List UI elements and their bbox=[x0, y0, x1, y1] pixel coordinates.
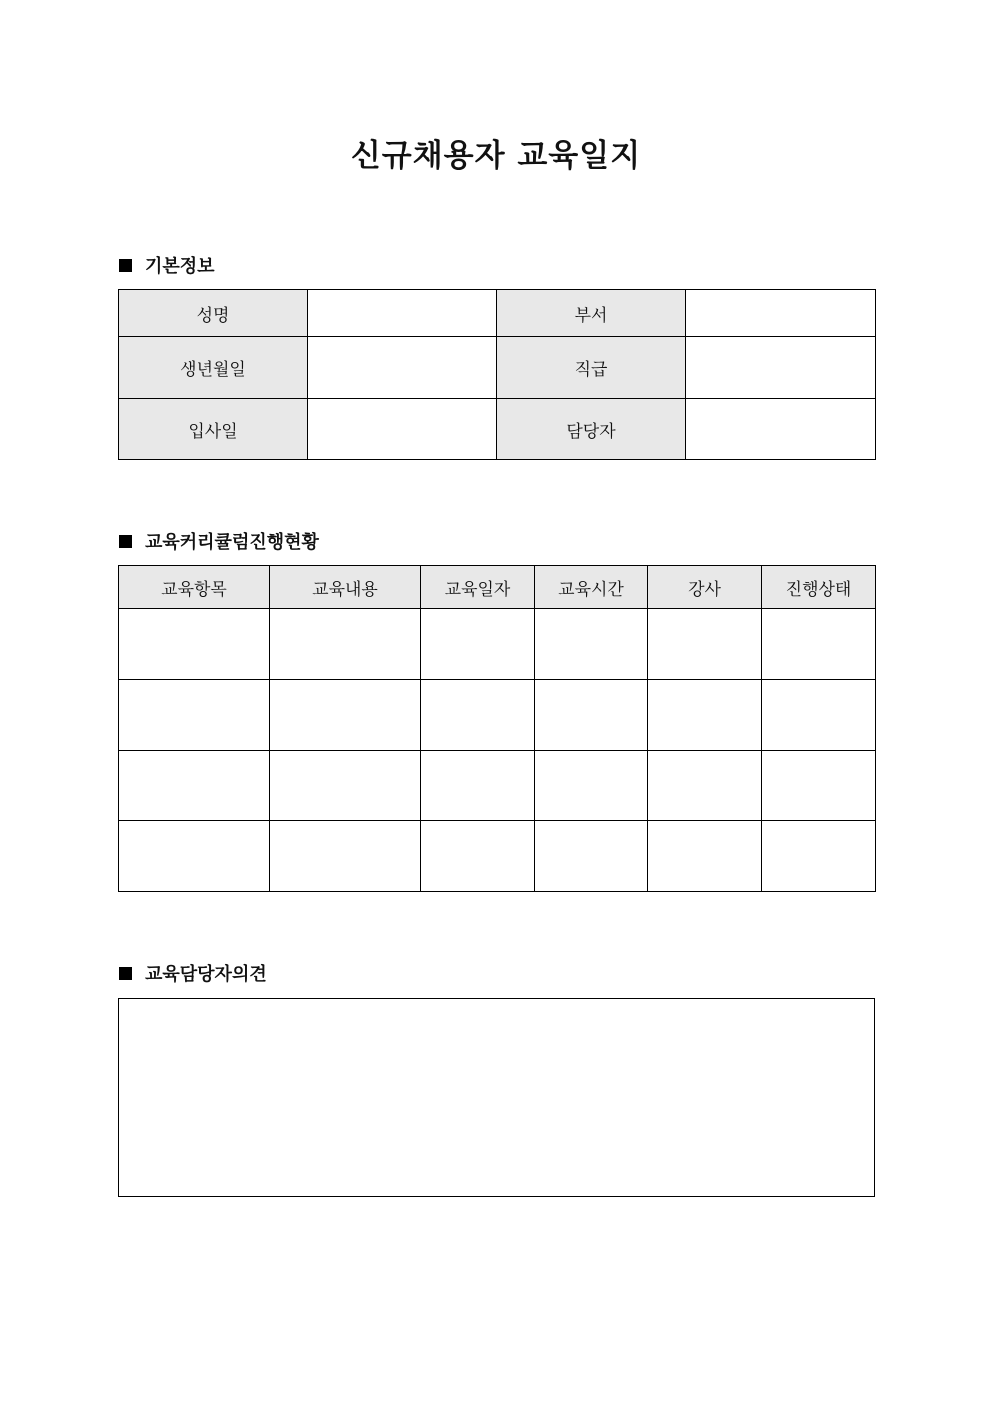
name-value[interactable] bbox=[308, 290, 497, 337]
black-square-icon bbox=[119, 259, 132, 272]
table-cell[interactable] bbox=[535, 751, 648, 821]
black-square-icon bbox=[119, 967, 132, 980]
table-cell[interactable] bbox=[535, 609, 648, 680]
document-title: 신규채용자 교육일지 bbox=[350, 138, 642, 174]
birthdate-label: 생년월일 bbox=[119, 337, 308, 399]
department-value[interactable] bbox=[686, 290, 876, 337]
table-header-row bbox=[119, 566, 876, 609]
table-row bbox=[119, 337, 876, 399]
table-cell[interactable] bbox=[648, 821, 762, 892]
table-row bbox=[119, 609, 876, 680]
curriculum-heading-label: 교육커리큘럼진행현황 bbox=[145, 532, 319, 553]
table-cell[interactable] bbox=[119, 821, 270, 892]
table-cell[interactable] bbox=[270, 609, 421, 680]
basic-info-heading-label: 기본정보 bbox=[145, 256, 215, 277]
table-cell[interactable] bbox=[762, 680, 876, 751]
table-cell[interactable] bbox=[762, 609, 876, 680]
table-cell[interactable] bbox=[270, 821, 421, 892]
table-cell[interactable] bbox=[762, 751, 876, 821]
table-row bbox=[119, 290, 876, 337]
table-cell[interactable] bbox=[119, 609, 270, 680]
table-cell[interactable] bbox=[535, 821, 648, 892]
manager-value[interactable] bbox=[686, 399, 876, 460]
column-header-hours: 교육시간 bbox=[535, 566, 648, 609]
curriculum-heading bbox=[119, 528, 319, 554]
table-cell[interactable] bbox=[535, 680, 648, 751]
column-header-item: 교육항목 bbox=[119, 566, 270, 609]
table-cell[interactable] bbox=[421, 680, 535, 751]
table-cell[interactable] bbox=[119, 680, 270, 751]
department-label: 부서 bbox=[497, 290, 686, 337]
curriculum-table bbox=[118, 565, 876, 892]
basic-info-table bbox=[118, 289, 876, 460]
table-cell[interactable] bbox=[648, 680, 762, 751]
comments-heading-label: 교육담당자의견 bbox=[145, 964, 267, 985]
table-cell[interactable] bbox=[270, 680, 421, 751]
column-header-instructor: 강사 bbox=[648, 566, 762, 609]
table-cell[interactable] bbox=[421, 751, 535, 821]
join-date-label: 입사일 bbox=[119, 399, 308, 460]
table-cell[interactable] bbox=[421, 609, 535, 680]
table-row bbox=[119, 399, 876, 460]
table-row bbox=[119, 680, 876, 751]
basic-info-heading bbox=[119, 252, 215, 278]
birthdate-value[interactable] bbox=[308, 337, 497, 399]
name-label: 성명 bbox=[119, 290, 308, 337]
table-cell[interactable] bbox=[762, 821, 876, 892]
position-label: 직급 bbox=[497, 337, 686, 399]
column-header-content: 교육내용 bbox=[270, 566, 421, 609]
table-row bbox=[119, 751, 876, 821]
table-cell[interactable] bbox=[119, 751, 270, 821]
table-cell[interactable] bbox=[648, 609, 762, 680]
column-header-status: 진행상태 bbox=[762, 566, 876, 609]
table-cell[interactable] bbox=[270, 751, 421, 821]
manager-label: 담당자 bbox=[497, 399, 686, 460]
table-cell[interactable] bbox=[421, 821, 535, 892]
table-cell[interactable] bbox=[648, 751, 762, 821]
comments-heading bbox=[119, 960, 267, 986]
black-square-icon bbox=[119, 535, 132, 548]
position-value[interactable] bbox=[686, 337, 876, 399]
column-header-date: 교육일자 bbox=[421, 566, 535, 609]
join-date-value[interactable] bbox=[308, 399, 497, 460]
comments-box[interactable] bbox=[118, 998, 875, 1197]
table-row bbox=[119, 821, 876, 892]
